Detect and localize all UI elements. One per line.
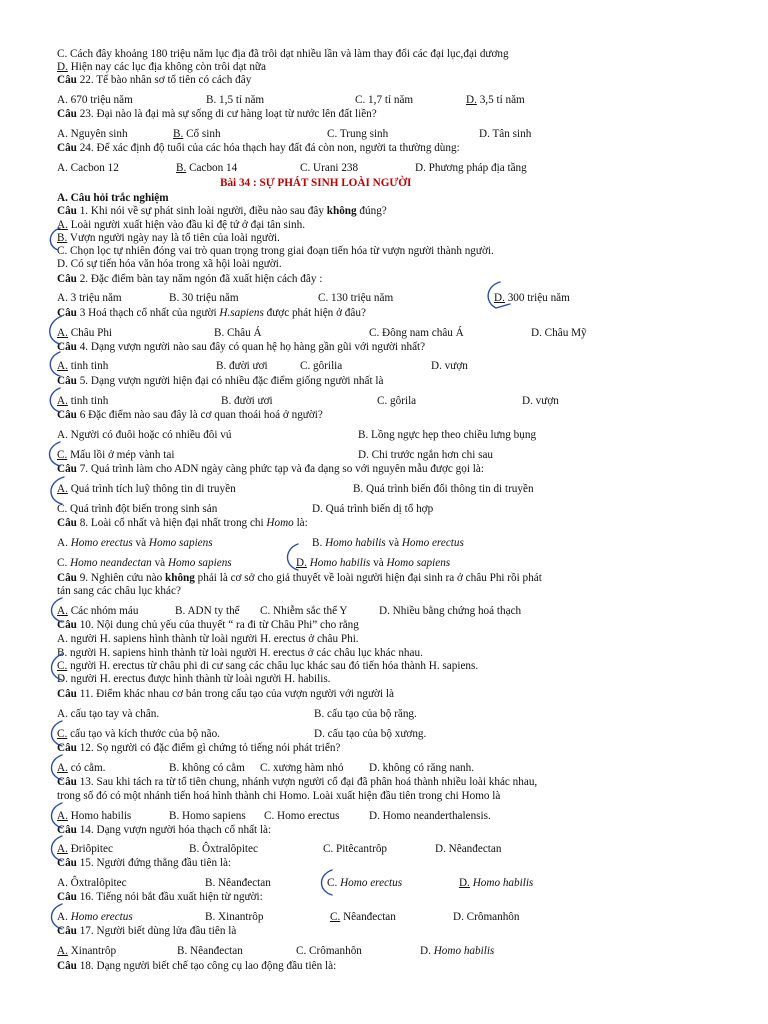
question-9-cont: tán sang các châu lục khác? [57, 585, 181, 597]
question-4: Câu 4. Dạng vượn người nào sau đây có quan hệ họ hàng gần gũi với người nhất? [57, 341, 426, 353]
question-18: Câu 18. Dạng người biết chế tạo công cụ lao động đầu tiên là: [57, 960, 337, 972]
question-3: Câu 3 Hoá thạch cổ nhất của người H.sapiens được phát hiện ở đâu? [57, 307, 366, 319]
question-16: Câu 16. Tiếng nói bắt đầu xuất hiện từ người: [57, 891, 263, 903]
question-22: Câu 22. Tế bào nhân sơ tổ tiên có cách đây [57, 74, 252, 86]
answer-option: D. người H. erectus được hình thành từ loài người H. habilis. [57, 673, 331, 685]
answer-option: B. Vượn người ngày nay là tổ tiên của loài người. [57, 232, 280, 244]
question-10: Câu 10. Nội dung chủ yếu của thuyết “ ra đi từ Châu Phi” cho rằng [57, 619, 359, 631]
question-13-cont: trong số đó có một nhánh tiến hoá hình thành chi Homo. Loài xuất hiện đầu tiên trong chi Homo là [57, 790, 501, 802]
question-17: Câu 17. Người biết dùng lửa đầu tiên là [57, 925, 237, 937]
question-23: Câu 23. Đại nào là đại mà sự sống di cư hàng loạt từ nước lên đất liền? [57, 108, 377, 120]
section-heading: A. Câu hỏi trắc nghiệm [57, 192, 169, 204]
answer-option: A. người H. sapiens hình thành từ loài người H. erectus ở châu Phi. [57, 633, 359, 645]
question-11: Câu 11. Điểm khác nhau cơ bản trong cấu tạo của vượn người với người là [57, 688, 394, 700]
question-6: Câu 6 Đặc điểm nào sau đây là cơ quan thoái hoá ở người? [57, 409, 323, 421]
question-13: Câu 13. Sau khi tách ra từ tổ tiên chung, nhánh vượn người cổ đại đã phân hoá thành nhiều loài khác nhau, [57, 776, 538, 788]
question-24: Câu 24. Để xác định độ tuổi của các hóa thạch hay đất đá còn non, người ta thường dùng: [57, 142, 460, 154]
answer-option: C. người H. erectus từ châu phi di cư sang các châu lục khác sau đó tiến hóa thành H. sapiens. [57, 660, 479, 672]
question-7: Câu 7. Quá trình làm cho ADN ngày càng phức tạp và đa dạng so với nguyên mẫu được gọi là: [57, 463, 484, 475]
answer-option: A. Loài người xuất hiện vào đầu kỉ đệ tứ ở đại tân sinh. [57, 219, 305, 231]
question-8: Câu 8. Loài cổ nhất và hiện đại nhất trong chi Homo là: [57, 517, 308, 529]
answer-option: B. người H. sapiens hình thành từ loài người H. erectus ở các châu lục khác nhau. [57, 647, 423, 659]
text-line: D. Hiện nay các lục địa không còn trôi dạt nữa [57, 61, 266, 73]
lesson-title: Bài 34 : SỰ PHÁT SINH LOÀI NGƯỜI [220, 177, 412, 189]
question-12: Câu 12. Sọ người có đặc điểm gì chứng tỏ tiếng nói phát triển? [57, 742, 341, 754]
question-1: Câu 1. Khi nói về sự phát sinh loài người, điều nào sau đây không đúng? [57, 205, 387, 217]
question-5: Câu 5. Dạng vượn người hiện đại có nhiều đặc điểm giống người nhất là [57, 375, 384, 387]
answer-option: D. Có sự tiến hóa văn hóa trong xã hội loài người. [57, 258, 282, 270]
question-14: Câu 14. Dạng vượn người hóa thạch cổ nhất là: [57, 824, 272, 836]
question-2: Câu 2. Đặc điểm bàn tay năm ngón đã xuất hiện cách đây : [57, 273, 323, 285]
answer-option: C. Chọn lọc tự nhiên đóng vai trò quan trọng trong giai đoạn tiến hóa từ vượn người thành người. [57, 245, 494, 257]
question-9: Câu 9. Nghiên cứu nào không phải là cơ sở cho giả thuyết về loài người hiện đại sinh ra ở châu Phi rồi phát [57, 572, 542, 584]
text-line: C. Cách đây khoảng 180 triệu năm lục địa đã trôi dạt nhiều lần và làm thay đổi các đại lục,đại dương [57, 48, 509, 60]
question-15: Câu 15. Người đứng thẳng đầu tiên là: [57, 857, 232, 869]
